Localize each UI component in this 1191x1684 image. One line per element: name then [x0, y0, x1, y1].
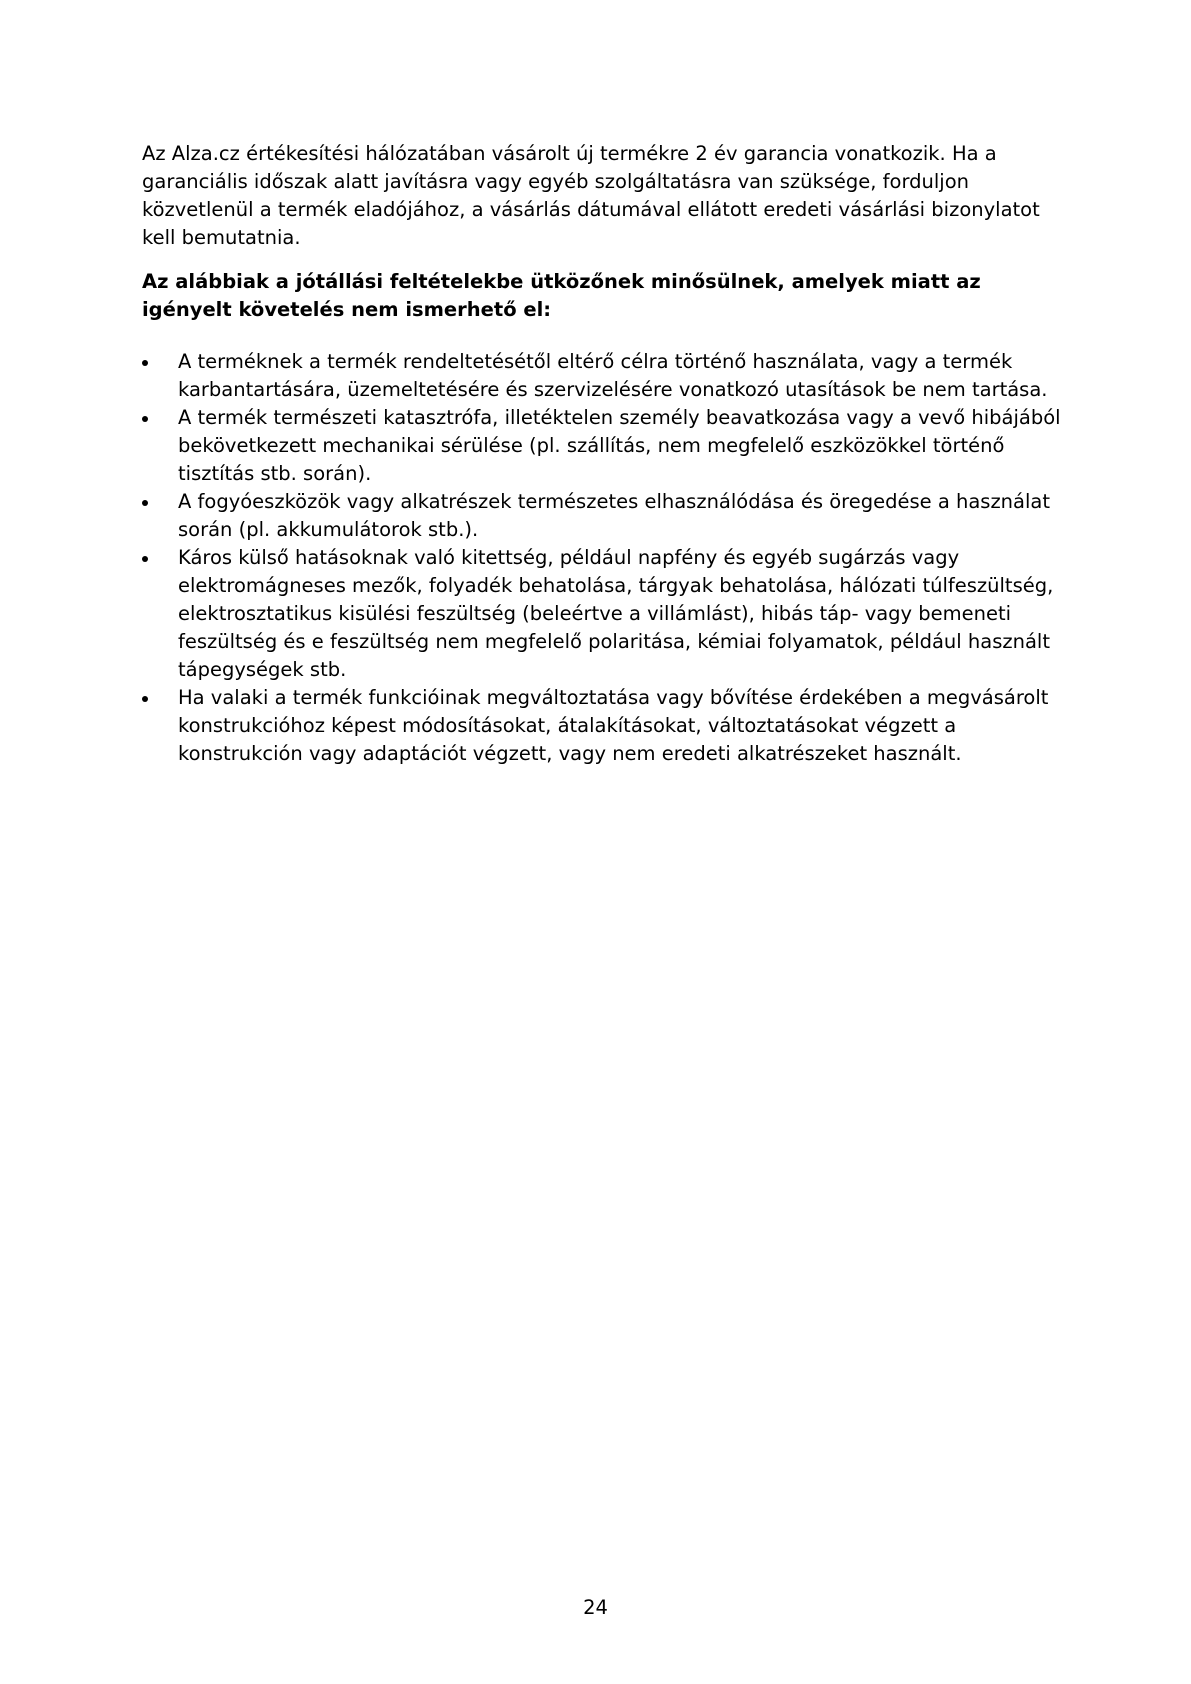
- list-item: [142, 684, 1062, 768]
- list-item-text: Káros külső hatásoknak való kitettség, például napfény és egyéb sugárzás vagy elektromágneses mezők, folyadék behatolása, tárgyak behatolása, hálózati túlfeszültség, elektrosztatikus kisülési feszültség (beleértve a villámlást), hibás táp- vagy bemeneti feszültség és e feszültség nem megfelelő polaritása, kémiai folyamatok, például használt tápegységek stb.: [178, 546, 1054, 681]
- bullet-icon: [142, 696, 148, 702]
- bullet-icon: [142, 416, 148, 422]
- list-item-text: A terméknek a termék rendeltetésétől eltérő célra történő használata, vagy a termék karbantartására, üzemeltetésére és szervizelésére vonatkozó utasítások be nem tartása.: [178, 350, 1048, 401]
- list-item: [142, 404, 1062, 488]
- intro-paragraph: Az Alza.cz értékesítési hálózatában vásárolt új termékre 2 év garancia vonatkozik. Ha a garanciális időszak alatt javításra vagy egyéb szolgáltatásra van szüksége, forduljon közvetlenül a termék eladójához, a vásárlás dátumával ellátott eredeti vásárlási bizonylatot kell bemutatnia.: [142, 142, 1040, 249]
- list-item: [142, 488, 1062, 544]
- bullet-icon: [142, 360, 148, 366]
- list-item-text: Ha valaki a termék funkcióinak megváltoztatása vagy bővítése érdekében a megvásárolt konstrukcióhoz képest módosításokat, átalakításokat, változtatásokat végzett a konstrukción vagy adaptációt végzett, vagy nem eredeti alkatrészeket használt.: [178, 686, 1049, 765]
- bullet-icon: [142, 500, 148, 506]
- page-number: 24: [583, 1596, 608, 1619]
- warranty-exclusions-heading: Az alábbiak a jótállási feltételekbe ütközőnek minősülnek, amelyek miatt az igényelt követelés nem ismerhető el:: [142, 270, 981, 321]
- exclusions-list: [142, 348, 1062, 768]
- list-item: [142, 544, 1062, 684]
- page-content: [142, 140, 1062, 768]
- list-item-text: A fogyóeszközök vagy alkatrészek természetes elhasználódása és öregedése a használat során (pl. akkumulátorok stb.).: [178, 490, 1051, 541]
- list-item-text: A termék természeti katasztrófa, illetéktelen személy beavatkozása vagy a vevő hibájából bekövetkezett mechanikai sérülése (pl. szállítás, nem megfelelő eszközökkel történő tisztítás stb. során).: [178, 406, 1061, 485]
- list-item: [142, 348, 1062, 404]
- bullet-icon: [142, 556, 148, 562]
